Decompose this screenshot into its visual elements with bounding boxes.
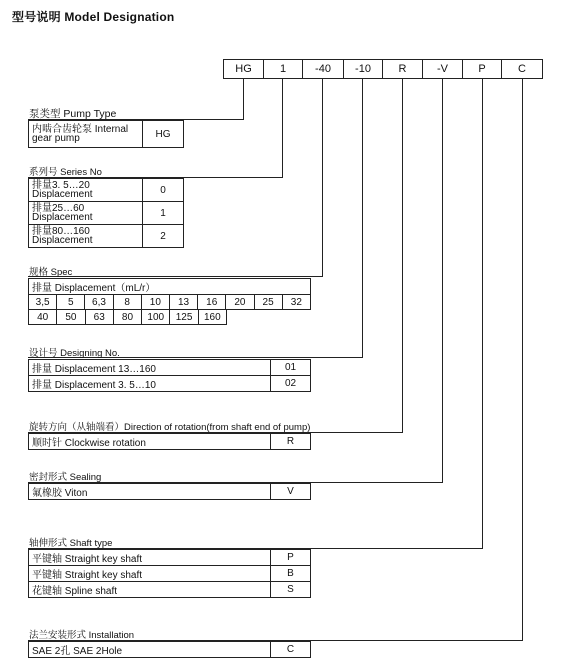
spec-label: 规格 Spec: [29, 267, 73, 278]
pump-type-table: [28, 120, 184, 148]
table-row: [29, 179, 184, 202]
pump-type-desc: 内啮合齿轮泵 Internal gear pump: [29, 121, 143, 148]
rotation-table: [28, 433, 311, 450]
spec-value: 32: [282, 295, 310, 310]
connector-line: [482, 79, 483, 548]
series-desc-text: Displacement: [32, 189, 93, 200]
spec-header-table: [28, 278, 311, 295]
series-range-text: 排量25…60: [32, 203, 85, 214]
rotation-desc: 顺时针 Clockwise rotation: [29, 434, 271, 450]
table-row: [29, 310, 227, 325]
spec-row2-table: [28, 309, 227, 325]
pump-type-label: 泵类型 Pump Type: [29, 108, 117, 120]
table-row: [29, 376, 311, 392]
installation-code: C: [271, 642, 311, 658]
series-range: [29, 179, 143, 202]
installation-label: 法兰安装形式 Installation: [29, 630, 135, 641]
series-range: [29, 225, 143, 248]
pump-type-code: HG: [143, 121, 184, 148]
table-row: [29, 360, 311, 376]
spec-value: 10: [141, 295, 169, 310]
rotation-label: 旋转方向（从轴端看）Direction of rotation(from shaft end of pump): [29, 422, 311, 433]
shaft-desc: 花键轴 Spline shaft: [29, 582, 271, 598]
shaft-table: [28, 549, 311, 598]
spec-value: 25: [254, 295, 282, 310]
connector-line: [522, 79, 523, 640]
spec-value: 6,3: [85, 295, 113, 310]
series-desc-text: Displacement: [32, 235, 93, 246]
design-label: 设计号 Designing No.: [29, 348, 120, 359]
series-code: 1: [143, 202, 184, 225]
spec-header: 排量 Displacement（mL/r）: [29, 279, 311, 295]
design-code: 02: [271, 376, 311, 392]
connector-line: [243, 79, 244, 119]
code-box-installation: C: [501, 59, 543, 79]
shaft-code: S: [271, 582, 311, 598]
rotation-code: R: [271, 434, 311, 450]
shaft-desc: 平键轴 Straight key shaft: [29, 550, 271, 566]
connector-line: [362, 79, 363, 357]
connector-line: [402, 79, 403, 432]
series-desc-text: Displacement: [32, 212, 93, 223]
spec-value: 40: [29, 310, 57, 325]
design-desc: 排量 Displacement 13…160: [29, 360, 271, 376]
sealing-table: [28, 483, 311, 500]
spec-value: 160: [198, 310, 226, 325]
code-box-rotation: R: [382, 59, 423, 79]
series-code: 2: [143, 225, 184, 248]
spec-value: 80: [113, 310, 141, 325]
spec-value: 63: [85, 310, 113, 325]
spec-value: 8: [113, 295, 141, 310]
code-box-type: HG: [223, 59, 264, 79]
shaft-code: P: [271, 550, 311, 566]
installation-table: [28, 641, 311, 658]
series-table: [28, 178, 184, 248]
connector-line: [282, 79, 283, 177]
sealing-label: 密封形式 Sealing: [29, 472, 102, 483]
table-row: [29, 202, 184, 225]
spec-value: 5: [57, 295, 85, 310]
spec-value: 100: [142, 310, 170, 325]
series-code: 0: [143, 179, 184, 202]
shaft-label: 轴伸形式 Shaft type: [29, 538, 113, 549]
spec-value: 3,5: [29, 295, 57, 310]
shaft-code: B: [271, 566, 311, 582]
table-row: [29, 295, 311, 310]
series-label: 系列号 Series No: [29, 167, 102, 178]
spec-value: 125: [170, 310, 198, 325]
page-title: 型号说明 Model Designation: [12, 10, 175, 24]
connector-line: [442, 79, 443, 482]
table-row: [29, 225, 184, 248]
spec-row1-table: [28, 294, 311, 310]
installation-desc: SAE 2孔 SAE 2Hole: [29, 642, 271, 658]
series-range: [29, 202, 143, 225]
spec-value: 16: [198, 295, 226, 310]
connector-line: [322, 79, 323, 276]
table-row: [29, 582, 311, 598]
design-desc: 排量 Displacement 3. 5…10: [29, 376, 271, 392]
spec-value: 13: [169, 295, 197, 310]
sealing-code: V: [271, 484, 311, 500]
table-row: [29, 566, 311, 582]
code-box-shaft: P: [462, 59, 502, 79]
table-row: [29, 550, 311, 566]
code-box-sealing: -V: [422, 59, 463, 79]
code-box-design: -10: [343, 59, 383, 79]
series-range-text: 排量80…160: [32, 226, 90, 237]
design-code: 01: [271, 360, 311, 376]
series-range-text: 排量3. 5…20: [32, 180, 90, 191]
sealing-desc: 氟橡胶 Viton: [29, 484, 271, 500]
design-table: [28, 359, 311, 392]
code-box-series: 1: [263, 59, 303, 79]
code-box-spec: -40: [302, 59, 344, 79]
shaft-desc: 平键轴 Straight key shaft: [29, 566, 271, 582]
spec-value: 50: [57, 310, 85, 325]
spec-value: 20: [226, 295, 254, 310]
